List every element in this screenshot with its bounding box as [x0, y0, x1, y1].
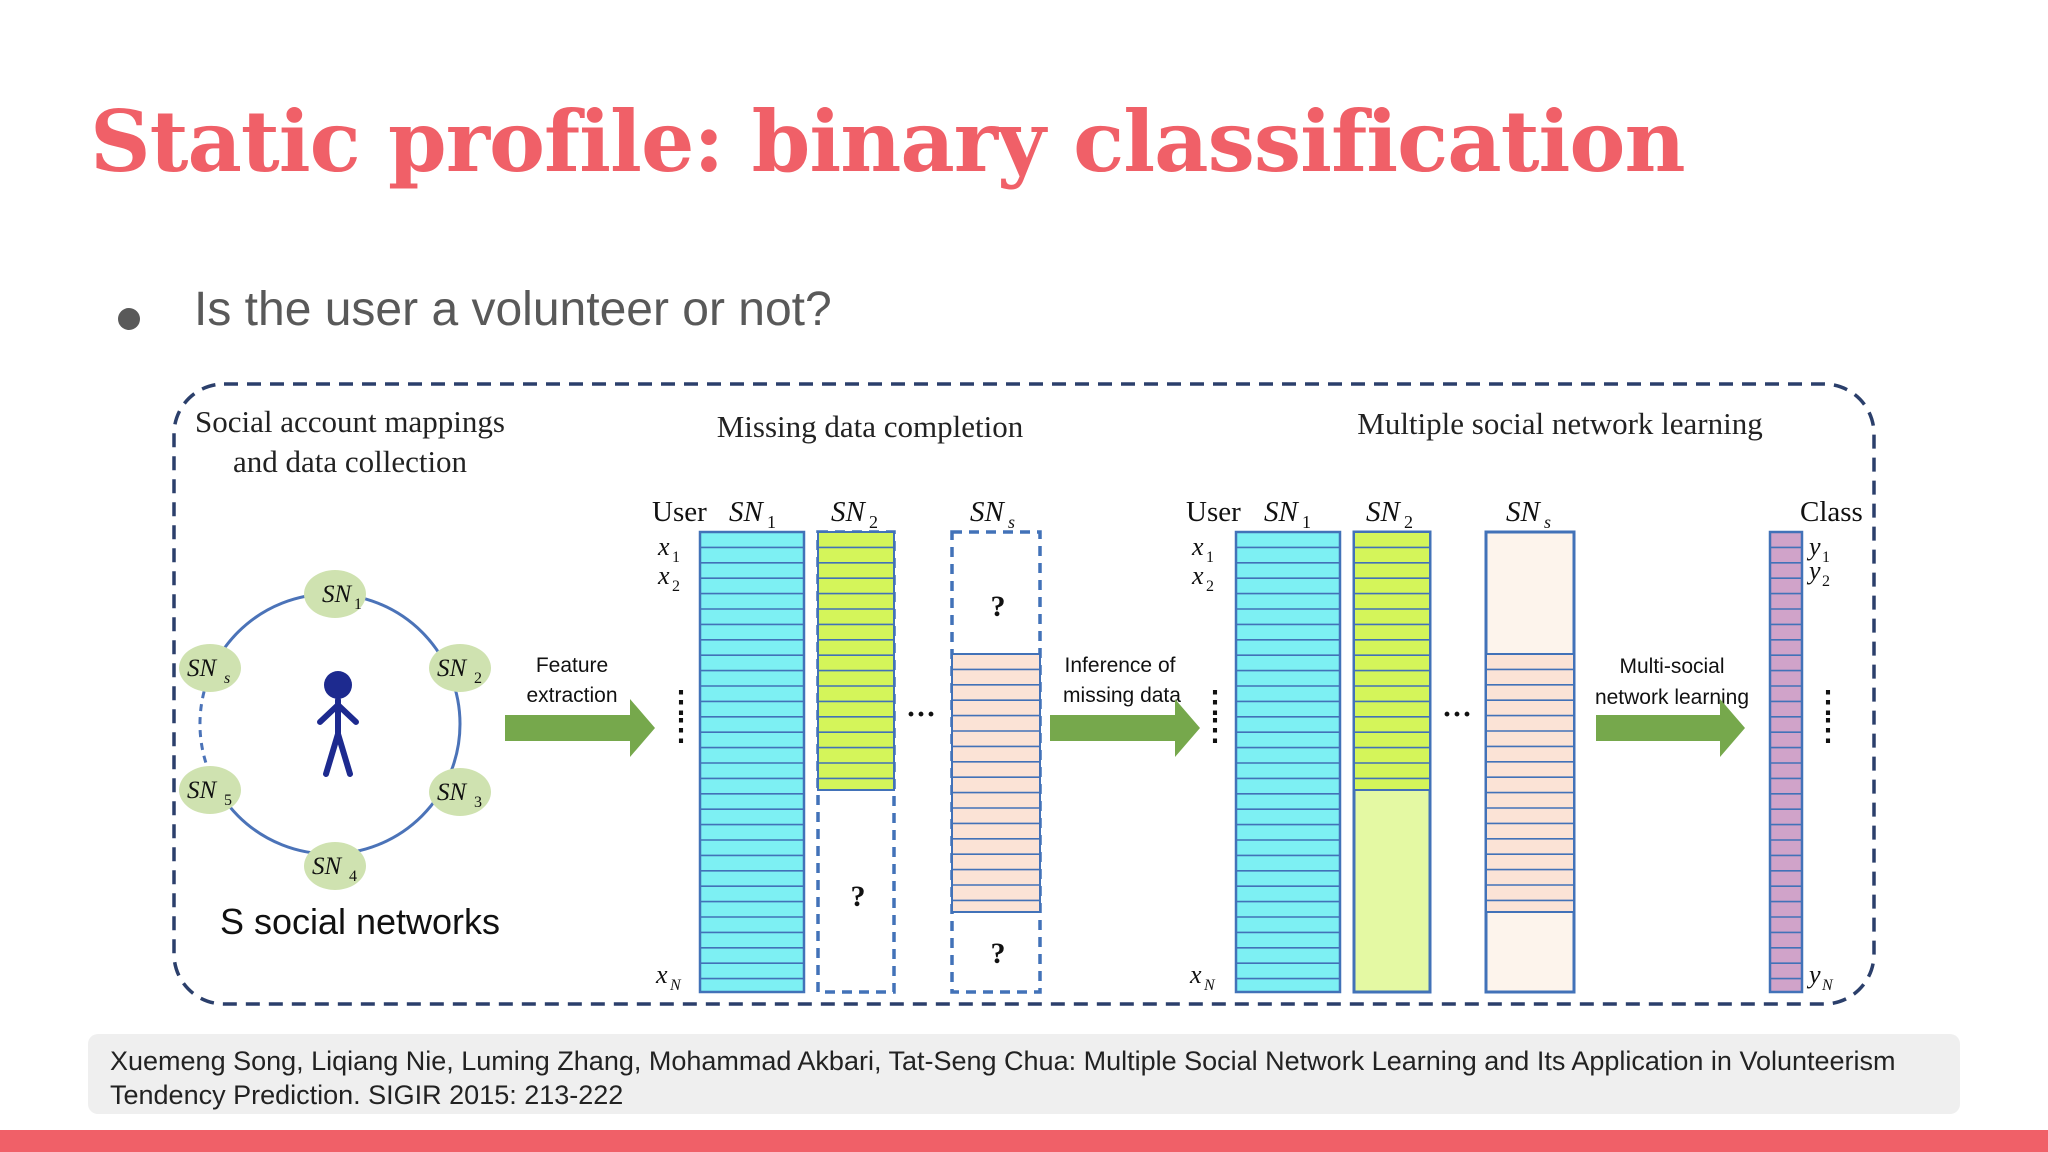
node-sn2-sub: 2 — [474, 670, 482, 687]
svg-text:SN: SN — [187, 777, 217, 804]
column-sn1-left — [700, 532, 804, 992]
svg-text:⋮: ⋮ — [1200, 686, 1230, 719]
svg-text:y: y — [1809, 532, 1821, 561]
svg-text:SN: SN — [970, 496, 1004, 528]
svg-text:x: x — [1192, 561, 1204, 590]
sn2-sub-left: 2 — [869, 512, 878, 532]
svg-text:x: x — [1192, 532, 1204, 561]
question-mark: ? — [990, 937, 1006, 970]
column-sn2-left — [818, 532, 894, 992]
node-sn5 — [179, 766, 241, 814]
multi-label-2: network learning — [1594, 686, 1750, 709]
circle-label: S social networks — [219, 901, 501, 942]
column-sns-left — [952, 532, 1040, 992]
sn2-sub-right: 2 — [1404, 512, 1413, 532]
sn1-sub-right: 1 — [1302, 512, 1311, 532]
stage-title-collection-2: and data collection — [232, 444, 468, 479]
sns-sub-right: s — [1544, 512, 1552, 532]
svg-text:⋮: ⋮ — [1813, 686, 1843, 719]
inference-label-1: Inference of — [1064, 654, 1176, 677]
svg-text:1: 1 — [672, 549, 680, 566]
svg-text:⋮: ⋮ — [1200, 714, 1230, 747]
svg-text:N: N — [1822, 977, 1833, 994]
node-sn3-sub: 3 — [474, 794, 482, 811]
node-sns — [179, 644, 241, 692]
svg-text:SN: SN — [437, 655, 467, 682]
column-sn2-right — [1354, 532, 1430, 992]
svg-text:2: 2 — [672, 578, 680, 595]
slide-title: Static profile: binary classification — [90, 92, 1685, 191]
svg-text:SN: SN — [1506, 496, 1540, 528]
svg-text:N: N — [1204, 977, 1215, 994]
feature-label-1: Feature — [535, 654, 609, 677]
node-sn5-sub: 5 — [224, 792, 232, 809]
sns-sub-left: s — [1008, 512, 1016, 532]
column-sn1-right — [1236, 532, 1340, 992]
column-sns-right — [1486, 532, 1574, 992]
svg-text:2: 2 — [1206, 578, 1214, 595]
bullet-text: Is the user a volunteer or not? — [194, 283, 832, 336]
question-mark: ? — [990, 590, 1006, 623]
inference-label-2: missing data — [1063, 684, 1181, 707]
feature-extraction-arrow — [505, 654, 655, 757]
class-column — [1770, 496, 1863, 994]
node-sn4 — [304, 842, 366, 890]
citation-box — [88, 1034, 1960, 1114]
person-icon — [320, 671, 356, 774]
svg-text:···: ··· — [1442, 698, 1473, 731]
inference-arrow — [1050, 654, 1200, 757]
stage-title-collection-1: Social account mappings — [195, 404, 505, 439]
social-network-circle — [179, 570, 500, 942]
svg-text:SN: SN — [437, 779, 467, 806]
node-sn4-sub: 4 — [349, 868, 357, 885]
svg-text:SN: SN — [1264, 496, 1298, 528]
svg-text:⋮: ⋮ — [666, 686, 696, 719]
svg-text:x: x — [658, 532, 670, 561]
svg-text:2: 2 — [1822, 573, 1830, 590]
svg-text:x: x — [1190, 960, 1202, 989]
multi-social-arrow — [1595, 655, 1749, 757]
stage-title-learning: Multiple social network learning — [1357, 406, 1763, 441]
citation-text: Xuemeng Song, Liqiang Nie, Luming Zhang, Mohammad Akbari, Tat-Seng Chua: Multiple Social Network Learning and Its Application in Volunteerism Tendency Prediction. SIGIR 2015: 213-222 — [110, 1046, 1896, 1110]
svg-text:x: x — [658, 561, 670, 590]
feature-label-2: extraction — [526, 684, 618, 707]
svg-text:···: ··· — [906, 698, 937, 731]
svg-text:SN: SN — [187, 655, 217, 682]
node-sns-sub: s — [224, 670, 231, 687]
svg-text:SN: SN — [322, 581, 352, 608]
question-mark: ? — [850, 880, 866, 913]
user-header-1: User — [652, 496, 707, 528]
user-header-2: User — [1186, 496, 1241, 528]
svg-text:SN: SN — [1366, 496, 1400, 528]
svg-text:1: 1 — [1206, 549, 1214, 566]
svg-text:N: N — [670, 977, 681, 994]
stage-title-completion: Missing data completion — [716, 409, 1024, 444]
svg-text:⋮: ⋮ — [666, 714, 696, 747]
bullet-dot — [118, 308, 140, 330]
svg-text:1: 1 — [1822, 549, 1830, 566]
svg-text:y: y — [1809, 960, 1821, 989]
node-sn2 — [429, 644, 491, 692]
svg-text:⋮: ⋮ — [1813, 714, 1843, 747]
node-sn3 — [429, 768, 491, 816]
sn1-sub-left: 1 — [767, 512, 776, 532]
svg-text:SN: SN — [312, 853, 342, 880]
svg-text:SN: SN — [831, 496, 865, 528]
svg-text:y: y — [1809, 556, 1821, 585]
svg-text:x: x — [656, 960, 668, 989]
node-sn1-sub: 1 — [354, 596, 362, 613]
svg-text:SN: SN — [729, 496, 763, 528]
multi-label-1: Multi-social — [1619, 655, 1725, 678]
framework-diagram — [160, 372, 1890, 1015]
class-header: Class — [1800, 496, 1863, 528]
node-sn1 — [304, 570, 366, 618]
footer-accent-bar — [0, 1130, 2048, 1152]
